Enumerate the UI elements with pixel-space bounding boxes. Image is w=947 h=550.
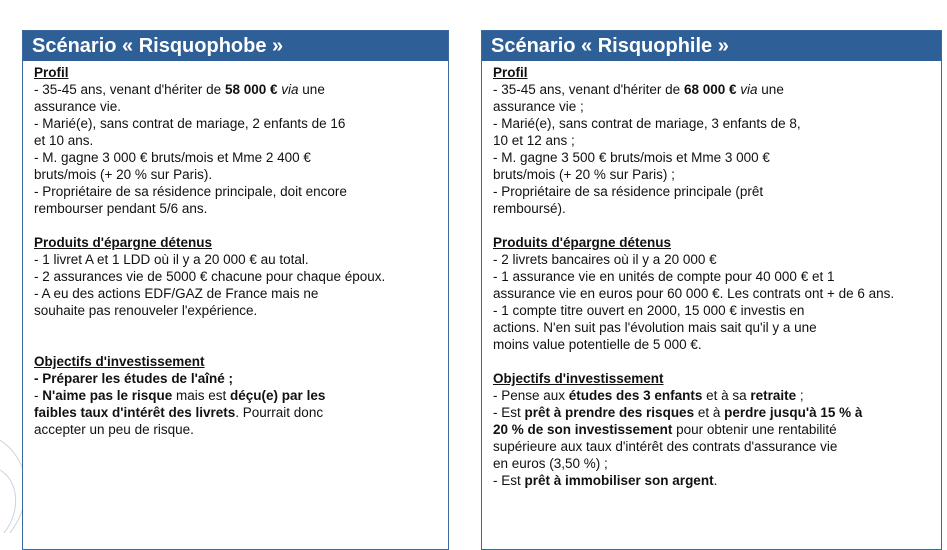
text-line bbox=[34, 149, 442, 166]
text-line bbox=[493, 421, 935, 438]
text-run: souhaite pas renouveler l'expérience. bbox=[34, 303, 258, 318]
text-line bbox=[34, 302, 442, 319]
text-line bbox=[493, 81, 935, 98]
text-run: - A eu des actions EDF/GAZ de France mais ne bbox=[34, 286, 319, 301]
text-run: actions. N'en suit pas l'évolution mais sait qu'il y a une bbox=[493, 320, 817, 335]
text-line bbox=[493, 387, 935, 404]
text-run: une bbox=[757, 82, 784, 97]
text-line bbox=[34, 132, 442, 149]
text-line bbox=[493, 455, 935, 472]
text-run: - bbox=[34, 388, 43, 403]
text-line bbox=[34, 387, 442, 404]
bold-text: N'aime pas le risque bbox=[42, 388, 173, 403]
text-run: rembourser pendant 5/6 ans. bbox=[34, 201, 208, 216]
profil-list bbox=[493, 81, 935, 217]
text-run: assurance vie. bbox=[34, 99, 122, 114]
text-run: supérieure aux taux d'intérêt des contrats d'assurance vie bbox=[493, 439, 838, 454]
produits-list bbox=[34, 251, 442, 319]
text-line bbox=[34, 268, 442, 285]
text-run: - M. gagne 3 000 € bruts/mois et Mme 2 400 € bbox=[34, 150, 311, 165]
section-title-profil: Profil bbox=[34, 65, 69, 80]
section-title-objectifs: Objectifs d'investissement bbox=[493, 371, 664, 386]
profil-list bbox=[34, 81, 442, 217]
text-run: pour obtenir une rentabilité bbox=[672, 422, 837, 437]
scenario-card-risquophile bbox=[481, 30, 942, 550]
text-line bbox=[493, 115, 935, 132]
scenario-card-risquophobe bbox=[22, 30, 449, 550]
section-title-profil: Profil bbox=[493, 65, 528, 80]
text-run: moins value potentielle de 5 000 €. bbox=[493, 337, 702, 352]
text-line bbox=[493, 98, 935, 115]
text-run: et à bbox=[694, 405, 725, 420]
italic-text: via bbox=[740, 82, 758, 97]
bold-text: faibles taux d'intérêt des livrets bbox=[34, 405, 236, 420]
text-run: - 1 compte titre ouvert en 2000, 15 000 € investis en bbox=[493, 303, 805, 318]
text-run: - Marié(e), sans contrat de mariage, 3 enfants de 8, bbox=[493, 116, 801, 131]
text-line bbox=[493, 285, 935, 302]
text-line bbox=[34, 421, 442, 438]
text-run: - M. gagne 3 500 € bruts/mois et Mme 3 000 € bbox=[493, 150, 770, 165]
text-line bbox=[34, 370, 442, 387]
bold-text: 58 000 € bbox=[224, 82, 278, 97]
text-line bbox=[493, 149, 935, 166]
text-run: - Est bbox=[493, 473, 525, 488]
text-line bbox=[34, 251, 442, 268]
text-run: une bbox=[298, 82, 325, 97]
text-line bbox=[493, 472, 935, 489]
text-run: - Pense aux bbox=[493, 388, 569, 403]
text-run: accepter un peu de risque. bbox=[34, 422, 194, 437]
objectifs-list bbox=[34, 370, 442, 438]
produits-list bbox=[493, 251, 935, 353]
text-line bbox=[493, 183, 935, 200]
text-run: et à sa bbox=[702, 388, 751, 403]
text-run: - Propriétaire de sa résidence principale, doit encore bbox=[34, 184, 347, 199]
text-line bbox=[493, 404, 935, 421]
section-title-produits: Produits d'épargne détenus bbox=[34, 235, 212, 250]
text-line bbox=[34, 115, 442, 132]
text-line bbox=[493, 166, 935, 183]
bold-text: déçu(e) par les bbox=[230, 388, 326, 403]
text-run: . Pourrait donc bbox=[235, 405, 324, 420]
text-run: assurance vie ; bbox=[493, 99, 584, 114]
bold-text: perdre jusqu'à 15 % à bbox=[724, 405, 863, 420]
bold-text: études des 3 enfants bbox=[568, 388, 703, 403]
text-run: assurance vie en euros pour 60 000 €. Les contrats ont + de 6 ans. bbox=[493, 286, 895, 301]
card-title: Scénario « Risquophile » bbox=[482, 31, 941, 61]
text-run: bruts/mois (+ 20 % sur Paris) ; bbox=[493, 167, 675, 182]
text-run: - Marié(e), sans contrat de mariage, 2 enfants de 16 bbox=[34, 116, 346, 131]
bold-text: 20 % de son investissement bbox=[493, 422, 673, 437]
text-run: - 2 assurances vie de 5000 € chacune pour chaque époux. bbox=[34, 269, 386, 284]
text-run: - 1 livret A et 1 LDD où il y a 20 000 € au total. bbox=[34, 252, 309, 267]
text-run: ; bbox=[796, 388, 804, 403]
bold-text: prêt à immobiliser son argent bbox=[524, 473, 714, 488]
text-line bbox=[493, 251, 935, 268]
bold-text: retraite bbox=[750, 388, 797, 403]
card-title: Scénario « Risquophobe » bbox=[23, 31, 448, 61]
text-line bbox=[34, 285, 442, 302]
italic-text: via bbox=[281, 82, 299, 97]
bold-text: prêt à prendre des risques bbox=[524, 405, 695, 420]
text-run: - 35-45 ans, venant d'hériter de bbox=[34, 82, 225, 97]
text-run: en euros (3,50 %) ; bbox=[493, 456, 608, 471]
text-run: - Propriétaire de sa résidence principale (prêt bbox=[493, 184, 764, 199]
text-run: bruts/mois (+ 20 % sur Paris). bbox=[34, 167, 213, 182]
text-line bbox=[493, 268, 935, 285]
text-line bbox=[34, 200, 442, 217]
text-line bbox=[34, 166, 442, 183]
text-line bbox=[493, 302, 935, 319]
text-run: - 1 assurance vie en unités de compte pour 40 000 € et 1 bbox=[493, 269, 835, 284]
text-run: - 35-45 ans, venant d'hériter de bbox=[493, 82, 684, 97]
text-line bbox=[34, 98, 442, 115]
text-line bbox=[34, 81, 442, 98]
text-run: - Est bbox=[493, 405, 525, 420]
text-line bbox=[34, 404, 442, 421]
bold-text: 68 000 € bbox=[683, 82, 737, 97]
objectifs-list bbox=[493, 387, 935, 489]
text-run: remboursé). bbox=[493, 201, 566, 216]
text-run: . bbox=[713, 473, 718, 488]
text-line bbox=[493, 200, 935, 217]
text-line bbox=[493, 132, 935, 149]
text-line bbox=[493, 319, 935, 336]
text-run: et 10 ans. bbox=[34, 133, 94, 148]
section-title-produits: Produits d'épargne détenus bbox=[493, 235, 671, 250]
text-line bbox=[34, 183, 442, 200]
text-line bbox=[493, 438, 935, 455]
bold-text: - Préparer les études de l'aîné ; bbox=[34, 371, 234, 386]
section-title-objectifs: Objectifs d'investissement bbox=[34, 354, 205, 369]
text-run: mais est bbox=[172, 388, 231, 403]
text-run: 10 et 12 ans ; bbox=[493, 133, 575, 148]
text-run: - 2 livrets bancaires où il y a 20 000 € bbox=[493, 252, 717, 267]
text-line bbox=[493, 336, 935, 353]
